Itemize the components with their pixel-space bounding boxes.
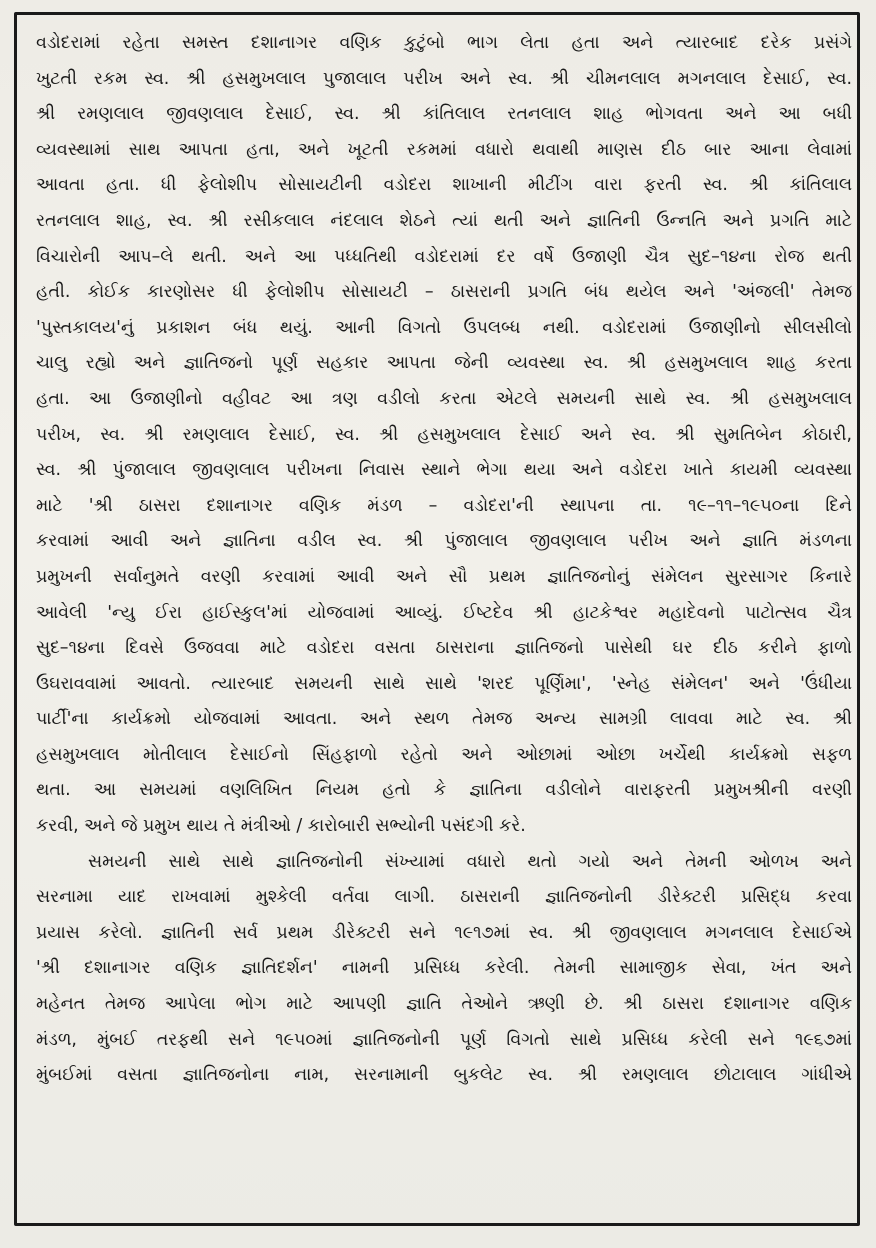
text-line: હતા. આ ઉજાણીનો વહીવટ આ ત્રણ વડીલો કરતા એટલે સમયની સાથે સ્વ. શ્રી હસમુખલાલ <box>36 388 852 409</box>
text-line: સ્વ. શ્રી પુંજાલાલ જીવણલાલ પરીખના નિવાસ સ્થાને ભેગા થયા અને વડોદરા ખાતે કાયમી વ્યવસ્થા <box>36 460 852 481</box>
text-line: મંડળ, મુંબઈ તરફથી સને ૧૯૫૦માં જ્ઞાતિજનોની પૂર્ણ વિગતો સાથે પ્રસિધ્ધ કરેલી સને ૧૯૬૭માં <box>36 1029 852 1050</box>
text-line: પાર્ટી'ના કાર્યક્રમો યોજવામાં આવતા. અને સ્થળ તેમજ અન્ય સામગ્રી લાવવા માટે સ્વ. શ્રી <box>36 709 852 730</box>
text-line: રતનલાલ શાહ, સ્વ. શ્રી રસીકલાલ નંદલાલ શેઠને ત્યાં થતી અને જ્ઞાતિની ઉન્નતિ અને પ્રગતિ માટે <box>36 210 852 231</box>
text-line: સમયની સાથે સાથે જ્ઞાતિજનોની સંખ્યામાં વધારો થતો ગયો અને તેમની ઓળખ અને <box>88 851 852 872</box>
text-line: 'શ્રી દશાનાગર વણિક જ્ઞાતિદર્શન' નામની પ્રસિધ્ધ કરેલી. તેમની સામાજીક સેવા, ખંત અને <box>36 958 852 979</box>
text-line: પ્રમુખની સર્વાનુમતે વરણી કરવામાં આવી અને સૌ પ્રથમ જ્ઞાતિજનોનું સંમેલન સુરસાગર કિનારે <box>36 566 852 587</box>
text-line: થતા. આ સમયમાં વણલિખિત નિયમ હતો કે જ્ઞાતિના વડીલોને વારાફરતી પ્રમુખશ્રીની વરણી <box>36 780 852 801</box>
text-line: કરવી, અને જે પ્રમુખ થાય તે મંત્રીઓ / કારોબારી સભ્યોની પસંદગી કરે. <box>36 816 526 837</box>
text-line: વડોદરામાં રહેતા સમસ્ત દશાનાગર વણિક કુટુંબો ભાગ લેતા હતા અને ત્યારબાદ દરેક પ્રસંગે <box>36 33 852 53</box>
text-line: ખુટતી રકમ સ્વ. શ્રી હસમુખલાલ પુજાલાલ પરીખ અને સ્વ. શ્રી ચીમનલાલ મગનલાલ દેસાઈ, સ્વ. <box>36 68 852 89</box>
text-line: સુદ–૧૪ના દિવસે ઉજવવા માટે વડોદરા વસતા ઠાસરાના જ્ઞાતિજનો પાસેથી ઘર દીઠ કરીને ફાળો <box>36 638 852 659</box>
text-line: ઉઘરાવવામાં આવતો. ત્યારબાદ સમયની સાથે સાથે 'શરદ પૂર્ણિમા', 'સ્નેહ સંમેલન' અને 'ઉંધીયા <box>36 673 852 694</box>
text-line: વિચારોની આપ–લે થતી. અને આ પધ્ધતિથી વડોદરામાં દર વર્ષે ઉજાણી ચૈત્ર સુદ–૧૪ના રોજ થતી <box>36 246 852 267</box>
text-line: કરવામાં આવી અને જ્ઞાતિના વડીલ સ્વ. શ્રી પુંજાલાલ જીવણલાલ પરીખ અને જ્ઞાતિ મંડળના <box>36 531 852 552</box>
text-line: ચાલુ રહ્યો અને જ્ઞાતિજનો પૂર્ણ સહકાર આપતા જેની વ્યવસ્થા સ્વ. શ્રી હસમુખલાલ શાહ કરતા <box>36 353 852 374</box>
text-line: પ્રયાસ કરેલો. જ્ઞાતિની સર્વ પ્રથમ ડીરેક્ટરી સને ૧૯૧૭માં સ્વ. શ્રી જીવણલાલ મગનલાલ દેસાઈએ <box>36 922 852 943</box>
text-line: હસમુખલાલ મોતીલાલ દેસાઈનો સિંહફાળો રહેતો અને ઓછામાં ઓછા ખર્ચેથી કાર્યક્રમો સફળ <box>36 744 852 765</box>
text-line: સરનામા યાદ રાખવામાં મુશ્કેલી વર્તવા લાગી. ઠાસરાની જ્ઞાતિજનોની ડીરેક્ટરી પ્રસિદ્ધ કરવા <box>36 887 852 908</box>
text-line: 'પુસ્તકાલય'નું પ્રકાશન બંધ થયું. આની વિગતો ઉપલબ્ધ નથી. વડોદરામાં ઉજાણીનો સીલસીલો <box>36 317 852 338</box>
text-line: મુંબઈમાં વસતા જ્ઞાતિજનોના નામ, સરનામાની બુકલેટ સ્વ. શ્રી રમણલાલ છોટાલાલ ગાંધીએ <box>36 1065 852 1086</box>
text-line: હતી. કોઈક કારણોસર ધી ફેલોશીપ સોસાયટી – ઠાસરાની પ્રગતિ બંધ થયેલ અને 'અંજલી' તેમજ <box>36 282 852 303</box>
text-line: મહેનત તેમજ આપેલા ભોગ માટે આપણી જ્ઞાતિ તેઓને ઋણી છે. શ્રી ઠાસરા દશાનાગર વણિક <box>36 994 852 1015</box>
text-line: શ્રી રમણલાલ જીવણલાલ દેસાઈ, સ્વ. શ્રી કાંતિલાલ રતનલાલ શાહ ભોગવતા અને આ બધી <box>36 104 852 125</box>
text-line: માટે 'શ્રી ઠાસરા દશાનાગર વણિક મંડળ – વડોદરા'ની સ્થાપના તા. ૧૯–૧૧–૧૯૫૦ના દિને <box>36 495 852 516</box>
text-line: પરીખ, સ્વ. શ્રી રમણલાલ દેસાઈ, સ્વ. શ્રી હસમુખલાલ દેસાઈ અને સ્વ. શ્રી સુમતિબેન કોઠારી, <box>36 424 852 445</box>
text-line: આવતા હતા. ધી ફેલોશીપ સોસાયટીની વડોદરા શાખાની મીટીંગ વારા ફરતી સ્વ. શ્રી કાંતિલાલ <box>36 175 852 196</box>
body-text <box>36 26 852 1094</box>
paragraph <box>36 26 852 845</box>
text-line: વ્યવસ્થામાં સાથ આપતા હતા, અને ખૂટતી રકમમાં વધારો થવાથી માણસ દીઠ બાર આના લેવામાં <box>36 139 852 160</box>
paragraph <box>36 845 852 1094</box>
text-line: આવેલી 'ન્યુ ઈરા હાઈસ્કુલ'માં યોજવામાં આવ્યું. ઈષ્ટદેવ શ્રી હાટકેશ્વર મહાદેવનો પાટોત્સવ ચૈત્ર <box>36 602 852 623</box>
